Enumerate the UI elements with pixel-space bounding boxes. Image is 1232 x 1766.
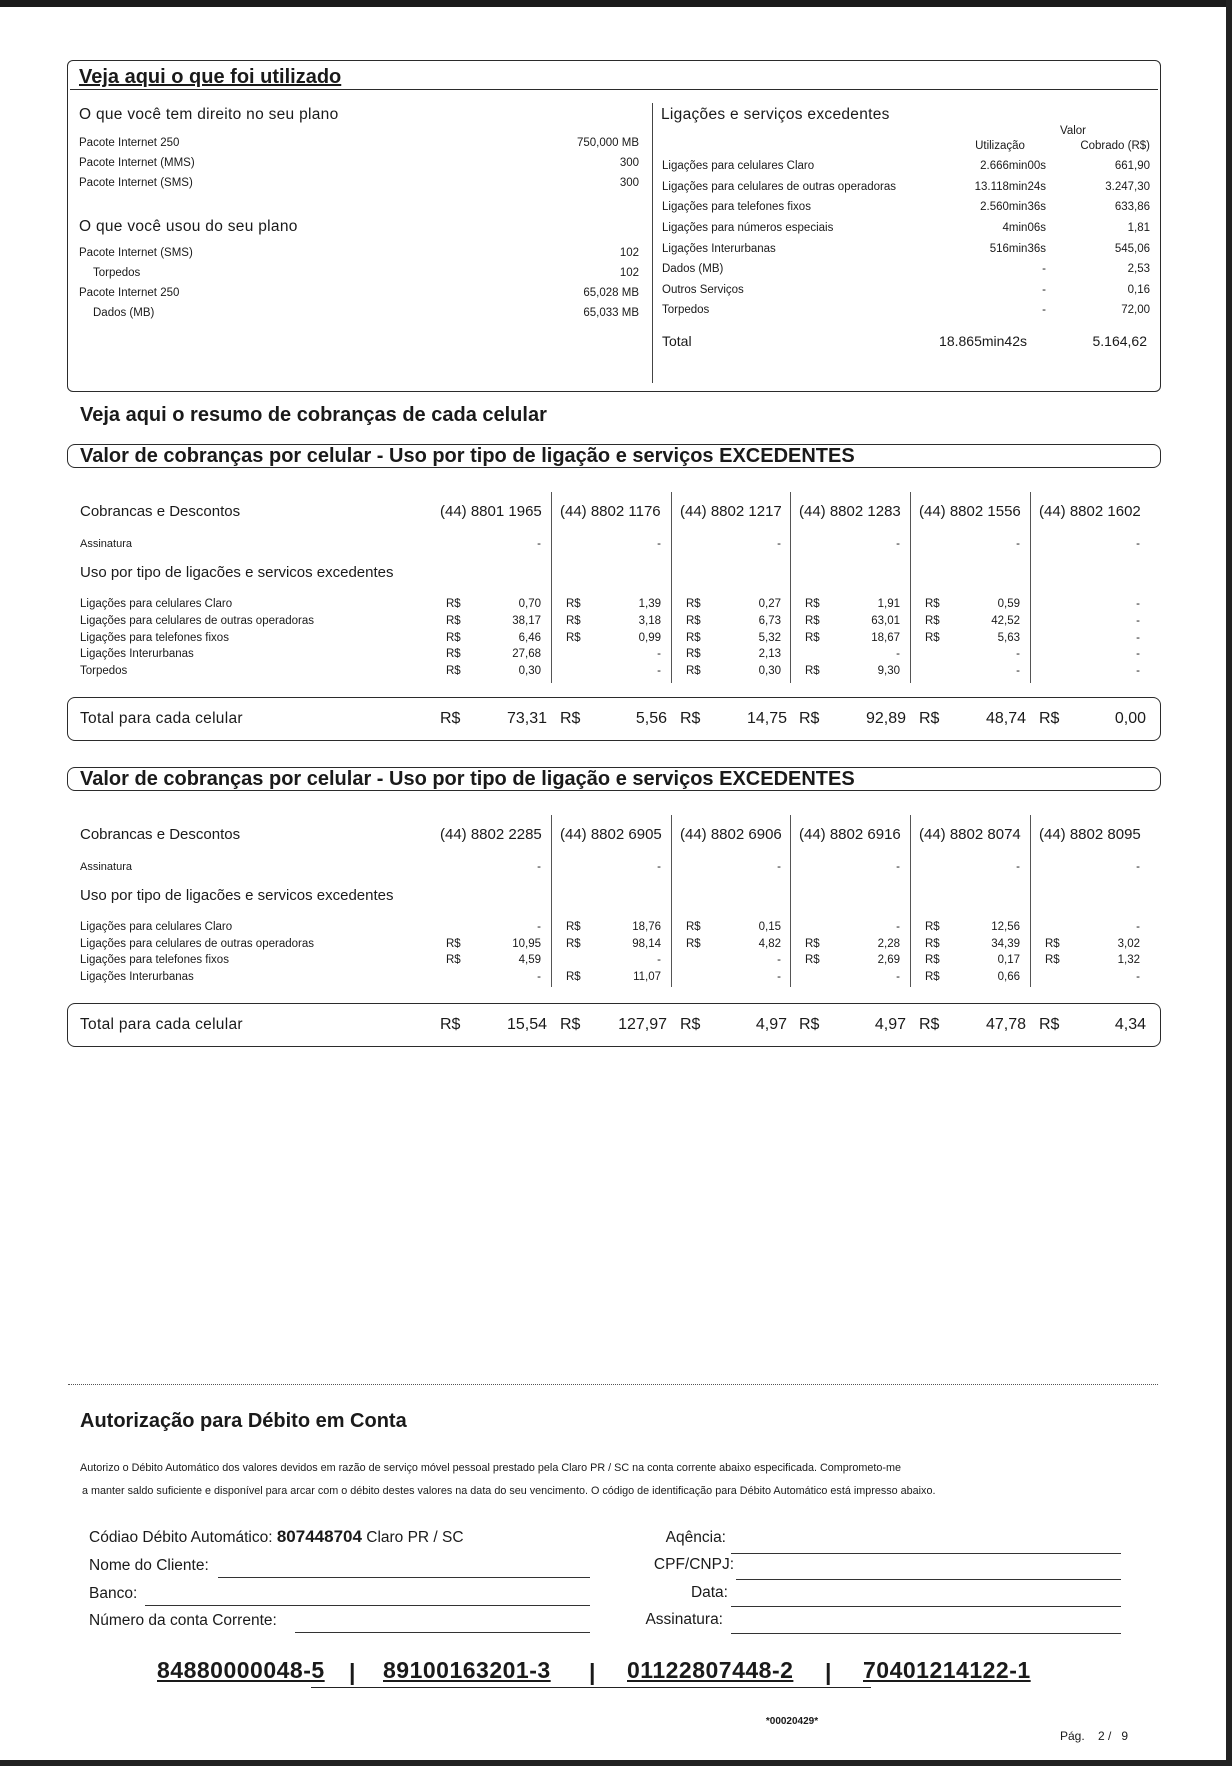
charges-title-1: Valor de cobranças por celular - Uso por tipo de ligação e serviços EXCEDENTES (80, 445, 855, 467)
charges-title-2: Valor de cobranças por celular - Uso por tipo de ligação e serviços EXCEDENTES (80, 768, 855, 790)
total-value: 127,97 (618, 1016, 667, 1033)
subscription-value: - (537, 538, 541, 550)
date-label: Data: (690, 1584, 728, 1601)
table-row: Pacote Internet (SMS) 102 (79, 247, 639, 259)
cell-value: - (896, 648, 900, 661)
charge-row-label: Ligações para celulares Claro (80, 598, 233, 610)
cell-currency: R$ (805, 937, 820, 950)
usage-title: Veja aqui o que foi utilizado (79, 66, 347, 89)
cell-value: 3,02 (1117, 937, 1140, 950)
subscription-value: - (896, 861, 900, 873)
exceeding-total-usage: 18.865min42s (939, 333, 1027, 349)
cell-value: 0,66 (997, 970, 1020, 983)
total-currency: R$ (919, 1016, 940, 1033)
subscription-value: - (1136, 861, 1140, 873)
debit-code-value: 807448704 (276, 1527, 362, 1546)
total-currency: R$ (680, 710, 701, 727)
cell-currency: R$ (925, 954, 940, 966)
total-label-1: Total para cada celular (80, 710, 243, 727)
cell-value: 18,76 (632, 921, 661, 933)
scan-right-edge (1226, 0, 1232, 1766)
table-row: Pacote Internet (SMS) 300 (79, 177, 639, 189)
cell-value: 3,18 (638, 614, 661, 627)
phone-number-header: (44) 8802 1217 (680, 503, 782, 520)
page-label: Pág. (1060, 1729, 1085, 1743)
cell-value: - (1016, 648, 1020, 661)
charge-row-label: Ligações para celulares de outras operadoras (80, 614, 314, 627)
table-row: Pacote Internet (MMS) 300 (79, 157, 639, 169)
signature-label: Assinatura: (645, 1611, 723, 1628)
total-currency: R$ (919, 710, 940, 727)
cell-currency: R$ (1045, 937, 1060, 950)
total-value: 15,54 (506, 1016, 547, 1033)
page-number: 2 / (1098, 1729, 1112, 1743)
agency-label: Aqência: (665, 1529, 726, 1546)
plan-rights-table (79, 133, 639, 193)
debit-title: Autorização para Débito em Conta (80, 1410, 407, 1432)
cell-value: 0,70 (518, 598, 541, 610)
table-row: Pacote Internet 250 750,000 MB (79, 137, 639, 149)
total-value: 48,74 (985, 710, 1026, 727)
barcode-part-2: 89100163201-3 (383, 1657, 551, 1683)
bank-label: Banco: (89, 1585, 138, 1602)
phone-number-header: (44) 8802 6905 (560, 826, 662, 843)
cell-value: - (1136, 921, 1140, 933)
usage-label-2: Uso por tipo de ligacões e servicos excedentes (80, 887, 394, 904)
table-row: Dados (MB) 65,033 MB (93, 307, 639, 319)
column-separator (1030, 492, 1031, 683)
charge-row-label: Ligações para telefones fixos (80, 631, 229, 644)
subscription-value: - (657, 861, 661, 873)
total-currency: R$ (440, 1016, 461, 1033)
client-field[interactable] (218, 1577, 590, 1578)
cell-value: 5,32 (758, 631, 781, 644)
cell-currency: R$ (925, 937, 940, 950)
cell-currency: R$ (925, 631, 940, 644)
table-row: Ligações Interurbanas 516min36s 545,06 (662, 242, 1150, 255)
cell-value: 9,30 (877, 665, 900, 678)
total-currency: R$ (1039, 1016, 1060, 1033)
cell-currency: R$ (686, 921, 701, 933)
debit-code-suffix: Claro PR / SC (366, 1529, 464, 1546)
plan-rights-heading: O que você tem direito no seu plano (79, 106, 339, 123)
table-row: Outros Serviços - 0,16 (662, 283, 1150, 296)
subscription-value: - (777, 861, 781, 873)
cell-value: 12,56 (991, 921, 1020, 933)
total-value: 4,34 (1114, 1016, 1146, 1033)
column-separator (551, 492, 552, 683)
barcode-part-4: 70401214122-1 (863, 1657, 1031, 1683)
cell-value: 42,52 (991, 614, 1020, 627)
cell-currency: R$ (446, 665, 461, 678)
barcode-underline (311, 1687, 871, 1688)
total-value: 4,97 (874, 1016, 906, 1033)
phone-number-header: (44) 8802 6906 (680, 826, 782, 843)
debit-text-line-2: a manter saldo suficiente e disponível para arcar com o débito destes valores na data do seu vencimento. O código de identificação para Débito Automático está impresso abaixo. (82, 1485, 936, 1497)
column-separator (910, 815, 911, 987)
total-currency: R$ (560, 1016, 581, 1033)
exceeding-total-label: Total (662, 333, 692, 349)
cell-value: 63,01 (871, 614, 900, 627)
total-value: 73,31 (506, 710, 547, 727)
debit-text-line-1: Autorizo o Débito Automático dos valores devidos em razão de serviço móvel pessoal prestado pela Claro PR / SC na conta corrente abaixo especificada. Comprometo-me (80, 1462, 901, 1474)
client-label: Nome do Cliente: (89, 1557, 209, 1574)
phone-number-header: (44) 8801 1965 (440, 503, 542, 520)
cell-value: 0,99 (638, 631, 661, 644)
cell-value: 27,68 (512, 648, 541, 661)
cell-value: 0,17 (997, 954, 1020, 966)
cell-currency: R$ (686, 937, 701, 950)
signature-field[interactable] (731, 1633, 1121, 1634)
cell-value: 2,13 (758, 648, 781, 661)
table-row: Ligações para celulares de outras operadoras 13.118min24s 3.247,30 (662, 180, 1150, 193)
cell-currency: R$ (805, 598, 820, 610)
subscription-value: - (1016, 861, 1020, 873)
total-value: 5,56 (635, 710, 667, 727)
cell-value: 34,39 (991, 937, 1020, 950)
cell-value: - (1136, 614, 1140, 627)
total-value: 4,97 (755, 1016, 787, 1033)
cell-currency: R$ (686, 648, 701, 661)
cell-value: 6,46 (518, 631, 541, 644)
phone-number-header: (44) 8802 2285 (440, 826, 542, 843)
subscription-label-2: Assinatura (80, 861, 132, 873)
cell-value: - (1136, 631, 1140, 644)
bank-field[interactable] (145, 1605, 590, 1606)
cell-currency: R$ (805, 631, 820, 644)
cell-value: 98,14 (632, 937, 661, 950)
cell-currency: R$ (446, 614, 461, 627)
row-header-1: Cobrancas e Descontos (80, 503, 241, 520)
cell-value: 0,27 (758, 598, 781, 610)
cell-currency: R$ (566, 937, 581, 950)
column-separator (790, 492, 791, 683)
cell-currency: R$ (566, 921, 581, 933)
subscription-label-1: Assinatura (80, 538, 132, 550)
cell-value: 38,17 (512, 614, 541, 627)
subscription-value: - (657, 538, 661, 550)
table-row: Ligações para telefones fixos 2.560min36s 633,86 (662, 201, 1150, 214)
plan-used-heading: O que você usou do seu plano (79, 218, 298, 235)
column-separator (790, 815, 791, 987)
cell-value: 0,59 (997, 598, 1020, 610)
exceeding-heading: Ligações e serviços excedentes (661, 106, 890, 123)
column-separator (551, 815, 552, 987)
subscription-value: - (777, 538, 781, 550)
subscription-value: - (1136, 538, 1140, 550)
cell-currency: R$ (925, 614, 940, 627)
barcode-part-1: 84880000048-5 (157, 1657, 325, 1683)
exceeding-col-value-1: Valor (1060, 125, 1086, 137)
table-row: Pacote Internet 250 65,028 MB (79, 287, 639, 299)
subscription-value: - (537, 861, 541, 873)
total-currency: R$ (560, 710, 581, 727)
cell-value: - (657, 648, 661, 661)
total-currency: R$ (799, 1016, 820, 1033)
cell-value: - (1016, 665, 1020, 678)
phone-number-header: (44) 8802 1602 (1039, 503, 1141, 520)
barcode-line (157, 1657, 1057, 1697)
cpf-field[interactable] (736, 1579, 1121, 1580)
cell-value: - (1136, 665, 1140, 678)
cpf-label: CPF/CNPJ: (653, 1556, 734, 1573)
cell-currency: R$ (446, 631, 461, 644)
cell-currency: R$ (446, 954, 461, 966)
total-value: 0,00 (1114, 710, 1146, 727)
phone-number-header: (44) 8802 1176 (560, 503, 661, 520)
scan-top-edge (0, 0, 1232, 7)
charge-row-label: Torpedos (80, 665, 128, 678)
cell-currency: R$ (686, 598, 701, 610)
cell-currency: R$ (925, 598, 940, 610)
page-indicator (1060, 1729, 1128, 1743)
phone-number-header: (44) 8802 6916 (799, 826, 901, 843)
cell-value: 18,67 (871, 631, 900, 644)
cell-currency: R$ (805, 954, 820, 966)
cell-currency: R$ (566, 631, 581, 644)
cell-value: 4,82 (758, 937, 781, 950)
total-value: 47,78 (985, 1016, 1026, 1033)
cell-value: - (777, 970, 781, 983)
cell-value: 4,59 (518, 954, 541, 966)
cell-value: - (777, 954, 781, 966)
cell-currency: R$ (446, 598, 461, 610)
cell-value: 1,32 (1117, 954, 1140, 966)
cell-currency: R$ (566, 970, 581, 983)
cell-value: - (657, 665, 661, 678)
usage-divider (652, 103, 653, 383)
page-total: 9 (1121, 1729, 1129, 1743)
cell-currency: R$ (686, 665, 701, 678)
total-currency: R$ (440, 710, 461, 727)
barcode-separator-2: | (589, 1659, 596, 1685)
cell-currency: R$ (925, 921, 940, 933)
charge-row-label: Ligações Interurbanas (80, 970, 194, 983)
cell-value: 10,95 (512, 937, 541, 950)
charge-row-label: Ligações para celulares de outras operadoras (80, 937, 314, 950)
cell-value: 1,91 (877, 598, 900, 610)
phone-number-header: (44) 8802 1556 (919, 503, 1021, 520)
phone-number-header: (44) 8802 8074 (919, 826, 1021, 843)
subscription-value: - (1016, 538, 1020, 550)
cell-value: - (896, 970, 900, 983)
cell-currency: R$ (805, 665, 820, 678)
document-code: *00020429* (765, 1716, 819, 1727)
cell-currency: R$ (446, 937, 461, 950)
table-row: Dados (MB) - 2,53 (662, 263, 1150, 276)
cut-line (68, 1384, 1158, 1385)
cell-value: 2,28 (877, 937, 900, 950)
cell-currency: R$ (805, 614, 820, 627)
scan-bottom-edge (0, 1760, 1232, 1766)
cell-value: 0,30 (758, 665, 781, 678)
cell-value: 1,39 (638, 598, 661, 610)
table-row: Ligações para números especiais 4min06s 1,81 (662, 222, 1150, 235)
account-field[interactable] (295, 1632, 590, 1633)
charge-row-label: Ligações para celulares Claro (80, 921, 233, 933)
cell-currency: R$ (1045, 954, 1060, 966)
barcode-part-3: 01122807448-2 (627, 1657, 794, 1683)
subscription-value: - (896, 538, 900, 550)
cell-value: 2,69 (877, 954, 900, 966)
total-currency: R$ (1039, 710, 1060, 727)
cell-currency: R$ (925, 970, 940, 983)
cell-value: - (537, 921, 541, 933)
cell-value: - (1136, 598, 1140, 610)
column-separator (910, 492, 911, 683)
summary-title: Veja aqui o resumo de cobranças de cada celular (80, 404, 547, 426)
debit-code-label-text: Códiao Débito Automático: (89, 1529, 273, 1546)
phone-number-header: (44) 8802 8095 (1039, 826, 1141, 843)
total-value: 14,75 (746, 710, 787, 727)
cell-value: 5,63 (997, 631, 1020, 644)
exceeding-col-usage: Utilização (975, 140, 1025, 152)
cell-value: 11,07 (633, 970, 661, 983)
charge-row-label: Ligações para telefones fixos (80, 954, 229, 966)
usage-label-1: Uso por tipo de ligacões e servicos excedentes (80, 564, 394, 581)
cell-currency: R$ (686, 614, 701, 627)
cell-currency: R$ (446, 648, 461, 661)
charge-row-label: Ligações Interurbanas (80, 648, 194, 661)
column-separator (1030, 815, 1031, 987)
phone-number-header: (44) 8802 1283 (799, 503, 901, 520)
agency-field[interactable] (731, 1553, 1121, 1554)
cell-value: - (1136, 648, 1140, 661)
cell-value: - (1136, 970, 1140, 983)
exceeding-table (660, 156, 1152, 321)
debit-code-label (89, 1527, 464, 1547)
cell-value: - (657, 954, 661, 966)
exceeding-total-value: 5.164,62 (1092, 333, 1147, 349)
total-currency: R$ (680, 1016, 701, 1033)
cell-value: 6,73 (758, 614, 781, 627)
table-row: Torpedos 102 (93, 267, 639, 279)
total-label-2: Total para cada celular (80, 1016, 243, 1033)
cell-value: 0,30 (518, 665, 541, 678)
cell-currency: R$ (686, 631, 701, 644)
cell-currency: R$ (566, 598, 581, 610)
cell-value: - (537, 970, 541, 983)
exceeding-col-value-2: Cobrado (R$) (1080, 140, 1150, 152)
cell-currency: R$ (566, 614, 581, 627)
table-row: Torpedos - 72,00 (662, 304, 1150, 317)
account-label: Número da conta Corrente: (89, 1612, 277, 1629)
cell-value: 0,15 (758, 921, 781, 933)
total-currency: R$ (799, 710, 820, 727)
column-separator (671, 492, 672, 683)
date-field[interactable] (731, 1606, 1121, 1607)
table-row: Ligações para celulares Claro 2.666min00s 661,90 (662, 160, 1150, 173)
barcode-separator-3: | (825, 1659, 832, 1685)
column-separator (671, 815, 672, 987)
usage-title-rule (70, 89, 1158, 90)
row-header-2: Cobrancas e Descontos (80, 826, 241, 843)
total-value: 92,89 (865, 710, 906, 727)
cell-value: - (896, 921, 900, 933)
barcode-separator-1: | (349, 1659, 356, 1685)
plan-used-table (79, 243, 639, 323)
